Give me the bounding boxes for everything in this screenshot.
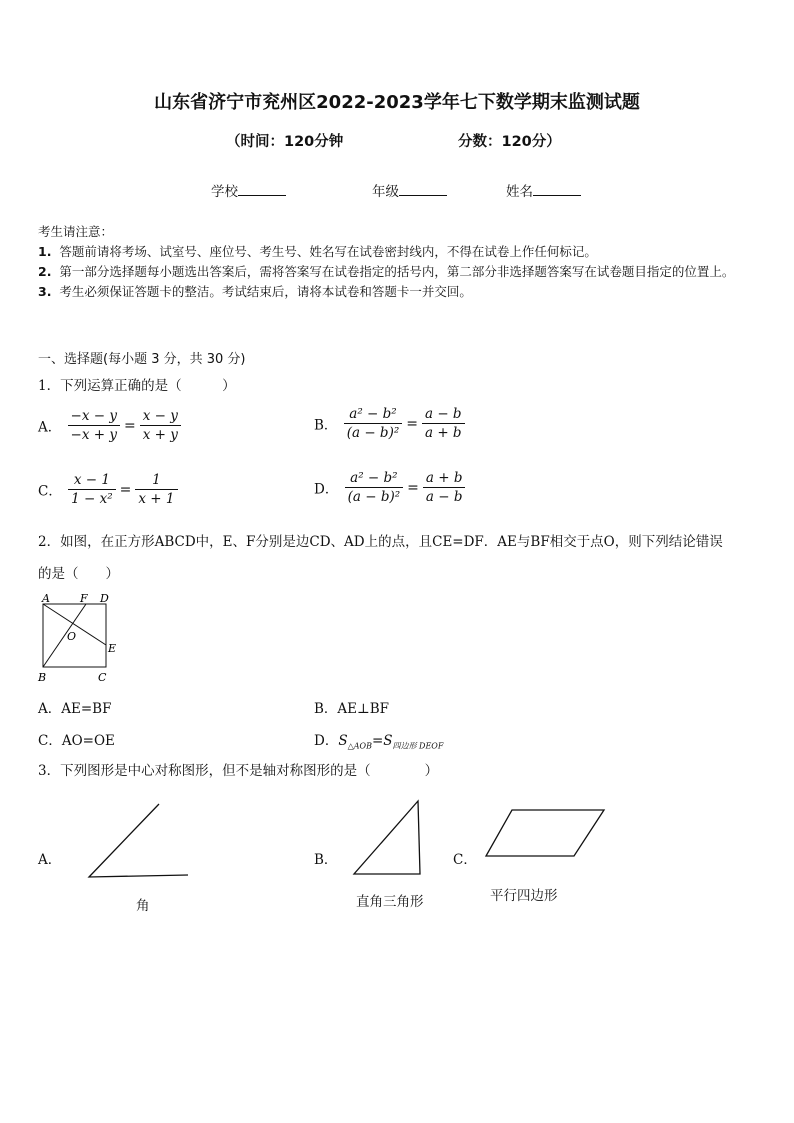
q3-a-caption: 角 [136, 898, 150, 914]
q2-square-figure [34, 588, 124, 688]
q3-right-triangle-figure[interactable] [346, 796, 428, 880]
segment-bf [43, 604, 86, 667]
q2-option-d[interactable] [314, 729, 443, 752]
q2-option-a[interactable]: A．AE=BF [38, 701, 112, 717]
q1-option-a[interactable]: A． $\frac{-x - y}{-x + y}$ = $\frac{x - y}{x + y}$ [38, 408, 183, 443]
label-a: A [42, 592, 50, 605]
q2-stem-line1: 2．如图，在正方形ABCD中，E、F分别是边CD、AD上的点，且CE=DF．AE与BF相交于点O，则下列结论错误 [38, 534, 723, 550]
label-e: E [108, 642, 117, 655]
school-field[interactable] [211, 180, 286, 200]
label-d: D [100, 592, 109, 605]
notice-item-3 [38, 282, 760, 302]
section-heading: 一、选择题(每小题 3 分，共 30 分) [38, 352, 246, 367]
angle-shape [89, 804, 188, 877]
notice-item-2-num: 2. [38, 264, 52, 279]
name-label: 姓名 [506, 184, 533, 200]
q1-option-b[interactable]: B． $\frac{\text{a² − b²}}{\text{(a − b)²}}$ = $\frac{a - b}{a + b}$ [314, 406, 467, 441]
q1-c-lhs: $\frac{x - 1}{\text{1 − x²}}$ [68, 472, 116, 507]
q1-b-rhs: $\frac{a - b}{a + b}$ [422, 406, 465, 441]
grade-blank[interactable] [399, 183, 447, 196]
school-blank[interactable] [238, 183, 286, 196]
q1-c-rhs: $\frac{1}{x + 1}$ [135, 472, 177, 507]
notice-item-2-text: 第一部分选择题每小题选出答案后，需将答案写在试卷指定的括号内，第二部分非选择题答案写在试卷题目指定的位置上。 [59, 264, 735, 279]
label-c: C [98, 671, 107, 684]
notice-heading: 考生请注意： [38, 224, 114, 239]
q2-option-c[interactable]: C．AO=OE [38, 733, 115, 749]
name-blank[interactable] [533, 183, 581, 196]
q3-parallelogram-figure[interactable] [482, 806, 610, 862]
notice-block [38, 222, 760, 302]
q3-angle-figure[interactable] [80, 798, 195, 884]
q1-d-rhs: $\frac{a + b}{a - b}$ [423, 470, 466, 505]
right-triangle-shape [354, 801, 420, 874]
q1-option-c[interactable]: C． $\frac{x - 1}{\text{1 − x²}}$ = $\frac{1}{x + 1}$ [38, 472, 180, 507]
notice-item-1-text: 答题前请将考场、试室号、座位号、考生号、姓名写在试卷密封线内，不得在试卷上作任何标记。 [59, 244, 597, 259]
notice-item-3-text: 考生必须保证答题卡的整洁。考试结束后，请将本试卷和答题卡一并交回。 [59, 284, 472, 299]
label-f: F [80, 592, 88, 605]
q1-a-rhs: $\frac{x - y}{x + y}$ [140, 408, 181, 443]
q1-c-label: C． [38, 483, 62, 500]
q2-d-sub2: 四边形 DEOF [392, 741, 444, 751]
parallelogram-shape [486, 810, 604, 856]
name-field[interactable] [506, 180, 581, 200]
grade-field[interactable] [372, 180, 447, 200]
q2-d-label: D． [314, 733, 339, 749]
notice-item-1-num: 1. [38, 244, 52, 259]
q1-option-d[interactable]: D． $\frac{\text{a² − b²}}{\text{(a − b)²}}$ = $\frac{a + b}{a - b}$ [314, 470, 467, 505]
q1-a-lhs: $\frac{-x - y}{-x + y}$ [68, 408, 120, 443]
q3-option-b-label[interactable]: B． [314, 852, 338, 868]
q1-b-label: B． [314, 417, 338, 434]
exam-score: 分数：120分） [458, 134, 561, 150]
q3-c-caption: 平行四边形 [490, 888, 558, 904]
q2-d-sub1: △AOB [347, 741, 372, 751]
q1-d-label: D． [314, 481, 339, 498]
q2-option-b[interactable]: B．AE⊥BF [314, 701, 390, 717]
q1-stem: 1．下列运算正确的是（ ） [38, 378, 236, 394]
label-o: O [67, 630, 77, 643]
q3-option-a-label[interactable]: A． [38, 852, 62, 868]
q2-d-s1: S [338, 733, 348, 749]
q3-b-caption: 直角三角形 [356, 894, 424, 910]
q1-b-lhs: $\frac{\text{a² − b²}}{\text{(a − b)²}}$ [344, 406, 403, 441]
q2-d-s2: =S [371, 733, 393, 749]
notice-item-1 [38, 242, 760, 262]
grade-label: 年级 [372, 184, 399, 200]
notice-item-3-num: 3. [38, 284, 52, 299]
q1-d-lhs: $\frac{\text{a² − b²}}{\text{(a − b)²}}$ [345, 470, 404, 505]
q2-stem-line2: 的是（ ） [38, 566, 119, 582]
exam-time: （时间：120分钟 [226, 134, 344, 150]
q3-stem: 3．下列图形是中心对称图形，但不是轴对称图形的是（ ） [38, 763, 439, 779]
page-title: 山东省济宁市兖州区2022-2023学年七下数学期末监测试题 [154, 92, 640, 113]
school-label: 学校 [211, 184, 238, 200]
q1-a-label: A． [38, 419, 62, 436]
q3-option-c-label[interactable]: C． [453, 852, 477, 868]
notice-item-2 [38, 262, 760, 282]
label-b: B [38, 671, 47, 684]
